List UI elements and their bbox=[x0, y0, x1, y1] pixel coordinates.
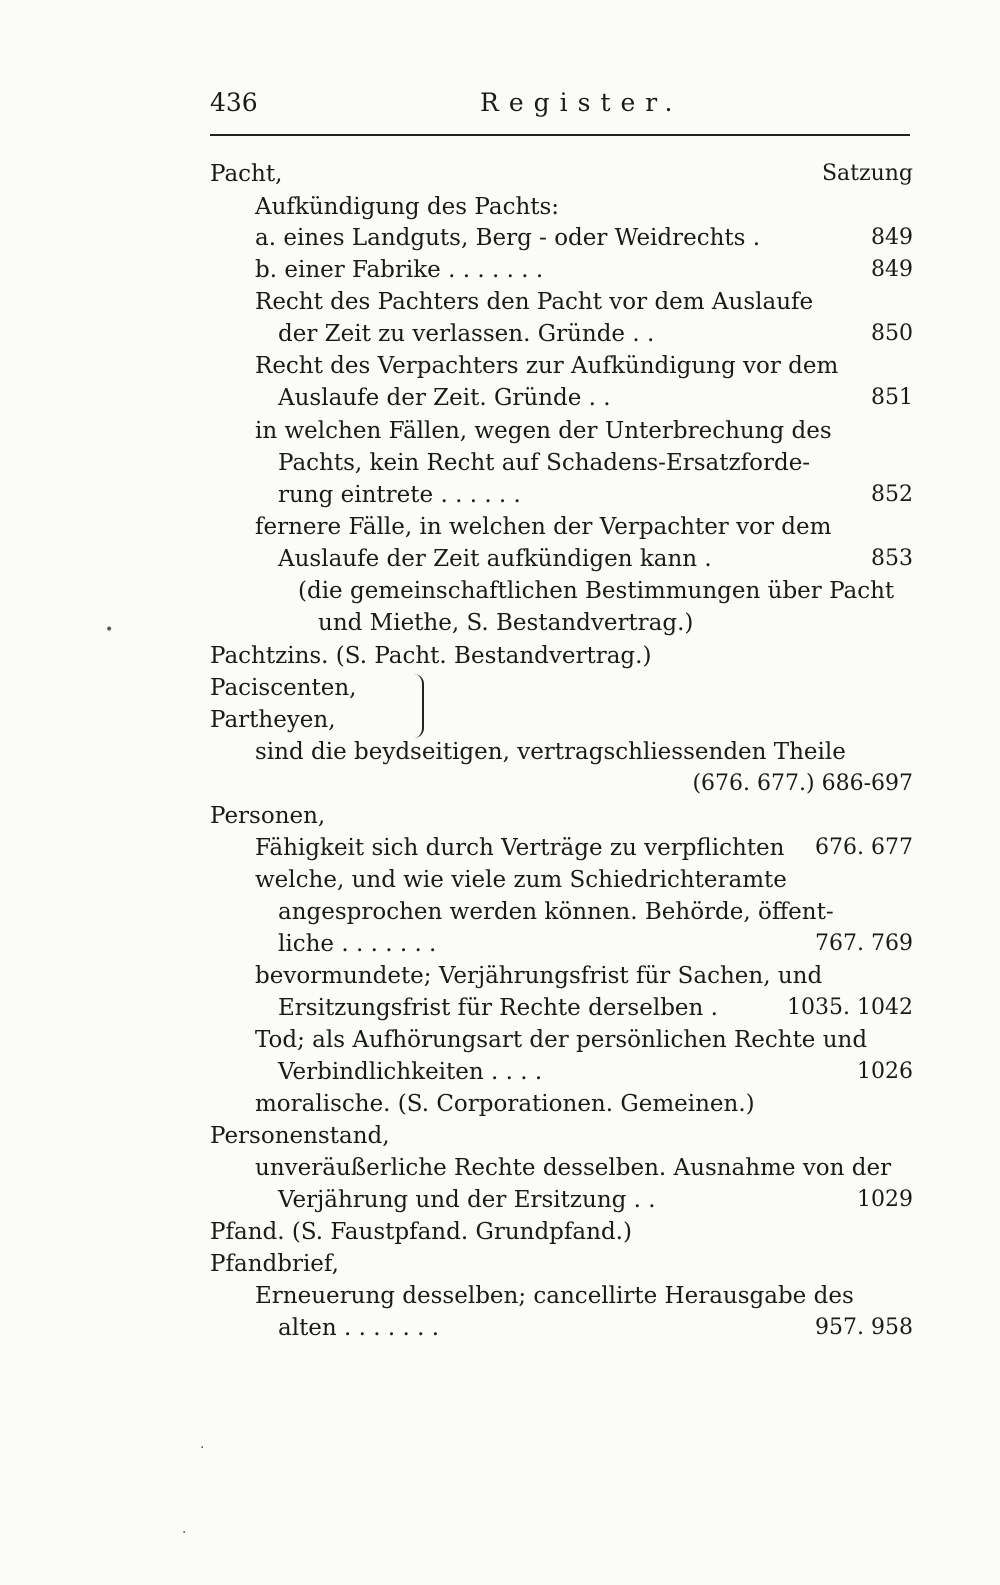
entry-line: Pfand. (S. Faustpfand. Grundpfand.) bbox=[210, 1219, 632, 1245]
page-header bbox=[210, 88, 910, 124]
entry-line: liche . . . . . . . 767. 769 bbox=[278, 931, 913, 957]
entry-line: Aufkündigung des Pachts: bbox=[255, 194, 560, 220]
entry-line: alten . . . . . . . 957. 958 bbox=[278, 1315, 913, 1341]
entry-line: welche, und wie viele zum Schiedrichteramte bbox=[255, 867, 787, 893]
entry-line: Auslaufe der Zeit. Gründe . . 851 bbox=[278, 385, 913, 411]
entry-line: Pachtzins. (S. Pacht. Bestandvertrag.) bbox=[210, 643, 652, 669]
entry-line: a. eines Landguts, Berg - oder Weidrechts . 849 bbox=[255, 225, 913, 251]
entry-line: Recht des Verpachters zur Aufkündigung vor dem bbox=[255, 353, 839, 379]
entry-line: angesprochen werden können. Behörde, öffent- bbox=[278, 899, 834, 925]
entry-line: Personen, bbox=[210, 803, 326, 829]
page-number: 436 bbox=[210, 88, 258, 117]
ink-speck: · bbox=[182, 1525, 187, 1541]
entry-line: Pfandbrief, bbox=[210, 1251, 339, 1277]
grouping-brace bbox=[408, 674, 424, 738]
entry-line: fernere Fälle, in welchen der Verpachter vor dem bbox=[255, 514, 832, 540]
entry-line: b. einer Fabrike . . . . . . . 849 bbox=[255, 257, 913, 283]
entry-line: bevormundete; Verjährungsfrist für Sachen, und bbox=[255, 963, 823, 989]
entry-line: Tod; als Aufhörungsart der persönlichen Rechte und bbox=[255, 1027, 868, 1053]
header-rule bbox=[210, 134, 910, 136]
entry-line: Paciscenten, bbox=[210, 675, 357, 701]
entry-line: Personenstand, bbox=[210, 1123, 390, 1149]
entry-line: rung eintrete . . . . . . 852 bbox=[278, 482, 913, 508]
entry-line: Pachts, kein Recht auf Schadens-Ersatzforde- bbox=[278, 450, 811, 476]
entry-line: Recht des Pachters den Pacht vor dem Auslaufe bbox=[255, 289, 814, 315]
entry-line: und Miethe, S. Bestandvertrag.) bbox=[318, 610, 694, 636]
running-title: Register. bbox=[480, 88, 683, 117]
entry-line: Pacht, Satzung bbox=[210, 161, 913, 187]
ink-speck: • bbox=[105, 622, 114, 638]
entry-line: (die gemeinschaftlichen Bestimmungen über Pacht bbox=[298, 578, 895, 604]
entry-line: der Zeit zu verlassen. Gründe . . 850 bbox=[278, 321, 913, 347]
entry-line: Ersitzungsfrist für Rechte derselben . 1035. 1042 bbox=[278, 995, 913, 1021]
entry-line: Fähigkeit sich durch Verträge zu verpflichten 676. 677 bbox=[255, 835, 913, 861]
ink-speck: · bbox=[200, 1440, 205, 1456]
entry-line: Verbindlichkeiten . . . . 1026 bbox=[278, 1059, 913, 1085]
entry-line: Erneuerung desselben; cancellirte Herausgabe des bbox=[255, 1283, 854, 1309]
entry-line: Partheyen, bbox=[210, 707, 336, 733]
entry-line: Verjährung und der Ersitzung . . 1029 bbox=[278, 1187, 913, 1213]
entry-line: unveräußerliche Rechte desselben. Ausnahme von der bbox=[255, 1155, 892, 1181]
entry-line: Auslaufe der Zeit aufkündigen kann . 853 bbox=[278, 546, 913, 572]
entry-line: moralische. (S. Corporationen. Gemeinen.) bbox=[255, 1091, 755, 1117]
entry-line: sind die beydseitigen, vertragschliessenden Theile bbox=[255, 739, 846, 765]
entry-line: (676. 677.) 686-697 bbox=[692, 771, 913, 796]
entry-line: in welchen Fällen, wegen der Unterbrechung des bbox=[255, 418, 832, 444]
